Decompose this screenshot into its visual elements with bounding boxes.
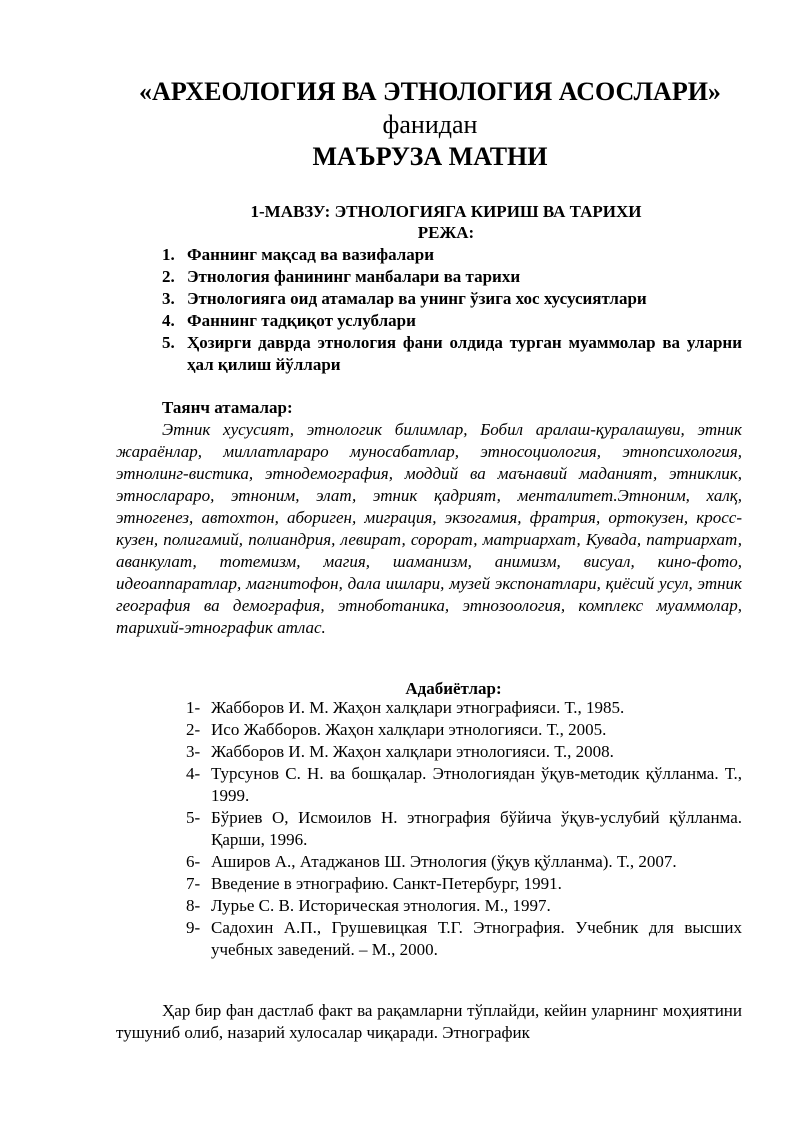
key-terms-heading: Таянч атамалар: <box>162 398 293 417</box>
literature-item-number: 3- <box>186 742 201 761</box>
literature-item <box>186 873 742 895</box>
literature-item-number: 1- <box>186 698 201 717</box>
literature-item-text: Лурье С. В. Историческая этнология. М., 1997. <box>211 896 551 915</box>
literature-item-number: 5- <box>186 808 201 827</box>
plan-heading: РЕЖА: <box>417 223 475 242</box>
plan-item <box>162 310 742 332</box>
literature-item-text: Жабборов И. М. Жаҳон халқлари этнографияси. Т., 1985. <box>211 698 625 717</box>
document-heading: МАЪРУЗА МАТНИ <box>312 142 548 171</box>
literature-item-number: 8- <box>186 896 201 915</box>
literature-item <box>186 697 742 719</box>
document-title: «АРХЕОЛОГИЯ ВА ЭТНОЛОГИЯ АСОСЛАРИ» <box>139 77 721 106</box>
literature-item-number: 2- <box>186 720 201 739</box>
literature-item <box>186 763 742 807</box>
literature-list <box>186 697 742 961</box>
plan-item-text: Фаннинг мақсад ва вазифалари <box>187 245 435 264</box>
literature-item-text: Исо Жабборов. Жаҳон халқлари этнологияси. Т., 2005. <box>211 720 607 739</box>
literature-item-text: Бўриев О, Исмоилов Н. этнография бўйича ўқув-услубий қўлланма. Қарши, 1996. <box>211 808 742 849</box>
plan-item <box>162 288 742 310</box>
plan-item <box>162 332 742 376</box>
plan-item-number: 3. <box>162 289 175 308</box>
literature-item-text: Жабборов И. М. Жаҳон халқлари этнологияси. Т., 2008. <box>211 742 614 761</box>
literature-item-number: 7- <box>186 874 201 893</box>
plan-item-text: Этнология фанининг манбалари ва тарихи <box>187 267 521 286</box>
literature-heading: Адабиётлар: <box>405 679 502 698</box>
plan-list <box>162 244 742 376</box>
plan-item-number: 1. <box>162 245 175 264</box>
literature-item <box>186 807 742 851</box>
key-terms-paragraph: Этник хусусият, этнологик билимлар, Бобил аралаш-қуралашуви, этник жараёнлар, миллатлараро муносабатлар, этносоциология, этнопсихология, этнолинг-вистика, этнодемография, моддий ва маънавий маданият, этниклик, этнослараро, этноним, элат, этник қадрият, менталитет.Этноним, халқ, этногенез, автохтон, абориген, миграция, экзогамия, фратрия, ортокузен, кросс-кузен, полигамий, полиандрия, левират, сорорат, матриархат, Кувада, патриархат, аванкулат, тотемизм, магия, шаманизм, анимизм, висуал, кино-фото, идеоаппаратлар, магнитофон, дала ишлари, музей экспонатлари, қиёсий усул, этник география ва демография, этноботаника, этнозоология, комплекс муаммолар, тарихий-этнографик атлас. <box>116 420 742 637</box>
plan-item <box>162 266 742 288</box>
literature-item <box>186 917 742 961</box>
document-subtitle: фанидан <box>382 110 478 139</box>
literature-item-text: Введение в этнографию. Санкт-Петербург, 1991. <box>211 874 562 893</box>
plan-item-number: 2. <box>162 267 175 286</box>
plan-item-text: Этнологияга оид атамалар ва унинг ўзига хос хусусиятлари <box>187 289 647 308</box>
literature-item <box>186 851 742 873</box>
plan-item-number: 4. <box>162 311 175 330</box>
literature-item-number: 6- <box>186 852 201 871</box>
literature-item-text: Турсунов С. Н. ва бошқалар. Этнологиядан ўқув-методик қўлланма. Т., 1999. <box>211 764 742 805</box>
literature-item-number: 9- <box>186 918 201 937</box>
plan-item-text: Ҳозирги даврда этнология фани олдида турган муаммолар ва уларни ҳал қилиш йўллари <box>187 333 742 374</box>
literature-item <box>186 895 742 917</box>
literature-item <box>186 719 742 741</box>
body-paragraph: Ҳар бир фан дастлаб факт ва рақамларни тўплайди, кейин уларнинг моҳиятини тушуниб олиб, назарий хулосалар чиқаради. Этнографик <box>116 1001 742 1042</box>
plan-item-number: 5. <box>162 333 175 352</box>
plan-item <box>162 244 742 266</box>
literature-item-text: Садохин А.П., Грушевицкая Т.Г. Этнография. Учебник для высших учебных заведений. – М., 2000. <box>211 918 742 959</box>
literature-item <box>186 741 742 763</box>
plan-item-text: Фаннинг тадқиқот услублари <box>187 311 416 330</box>
topic-title: 1-МАВЗУ: ЭТНОЛОГИЯГА КИРИШ ВА ТАРИХИ <box>250 202 642 221</box>
literature-item-number: 4- <box>186 764 201 783</box>
literature-item-text: Аширов А., Атаджанов Ш. Этнология (ўқув қўлланма). Т., 2007. <box>211 852 677 871</box>
